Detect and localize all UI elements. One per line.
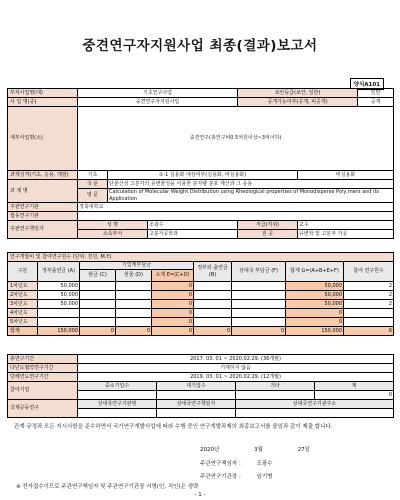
- budget-row-sub: 0: [152, 318, 194, 327]
- budget-sum-total: 150,000: [286, 327, 344, 336]
- intl-label: 국제공동연구: [8, 400, 78, 418]
- budget-row-cash: [80, 282, 116, 291]
- business-name-label: 부처사업명(대): [8, 89, 78, 98]
- form-table-top: [7, 88, 394, 239]
- budget-row-people: 2: [344, 300, 394, 309]
- participants-h2: 대기업수: [157, 382, 236, 391]
- disclosure-label: 공개가능여부(공개, 비공개): [238, 98, 358, 107]
- host-value: 경북대학교: [78, 203, 394, 212]
- budget-row-sub: 0: [152, 309, 194, 318]
- budget-row-local: [194, 291, 232, 300]
- participants-v2: [157, 391, 236, 400]
- form-number: 양식A101: [350, 78, 384, 90]
- current-label: 당해연도연구기간: [8, 373, 78, 382]
- budget-head-cash: 현금 (C): [80, 270, 116, 282]
- budget-row-cash: [80, 309, 116, 318]
- budget-row-inkind: [116, 318, 152, 327]
- budget-head-inkind: 현물 (D): [116, 270, 152, 282]
- budget-row-year: 3차년도: [8, 300, 38, 309]
- coop-label: 협동연구기관: [8, 212, 78, 221]
- budget-sum-people: 6: [344, 327, 394, 336]
- budget-head-people: 참여 연구원수: [344, 262, 394, 282]
- budget-row-year: 5차년도: [8, 318, 38, 327]
- field-label: 과제성격(기초, 응용, 개발): [8, 171, 78, 180]
- budget-row-other: [232, 300, 286, 309]
- pi-name: 조광수: [256, 461, 273, 467]
- date-day: 27일: [297, 447, 310, 453]
- researcher-major-label: 전 공: [238, 230, 298, 239]
- budget-row-total: 0: [286, 309, 344, 318]
- project-name-label: 사 업 명(중): [8, 98, 78, 107]
- budget-row-inkind: [116, 282, 152, 291]
- budget-sum-cash: 0: [80, 327, 116, 336]
- researcher-dept: 고분자공학과: [148, 230, 238, 239]
- budget-row-local: [194, 300, 232, 309]
- budget-row-other: [232, 318, 286, 327]
- budget-row-cash: [80, 291, 116, 300]
- detail-name-label: 세부사업명(소): [8, 107, 78, 171]
- budget-head-year: 구분: [8, 262, 38, 282]
- budget-row-total: 50,000: [286, 291, 344, 300]
- budget-row-cash: [80, 300, 116, 309]
- disclosure-value: 공개: [358, 98, 394, 107]
- budget-row-local: [194, 318, 232, 327]
- budget-row-other: [232, 291, 286, 300]
- field-check-label: ①-1 실용화 대상여부(실용화, 비실용화): [108, 171, 298, 180]
- intl-v3: [236, 409, 394, 418]
- researcher-title: 교수: [298, 221, 394, 230]
- budget-sum-sub: 0: [152, 327, 194, 336]
- current-value: 2019. 03. 01 ~ 2020.02.29. (12개월): [78, 373, 394, 382]
- budget-row-total: 50,000: [286, 282, 344, 291]
- budget-row-people: 2: [344, 282, 394, 291]
- budget-row-people: 2: [344, 291, 394, 300]
- org-signature: [200, 472, 273, 480]
- researcher-major: 유변학 및 고분자 가공: [298, 230, 394, 239]
- business-name-value: 기초연구사업: [78, 89, 238, 98]
- budget-row-inkind: [116, 300, 152, 309]
- budget-row-year: 1차년도: [8, 282, 38, 291]
- intl-v1: [78, 409, 157, 418]
- participants-h4: 계: [315, 382, 394, 391]
- date-month: 3월: [254, 447, 263, 453]
- topic-label: 과 제 명: [8, 180, 78, 203]
- intl-h3: 상대국연구기관주소: [236, 400, 394, 409]
- budget-row-people: [344, 309, 394, 318]
- budget-row-gov: 50,000: [38, 300, 80, 309]
- topic-kor-label: 국 문: [78, 180, 108, 189]
- budget-row-inkind: [116, 291, 152, 300]
- budget-row-sub: 0: [152, 300, 194, 309]
- budget-row-local: [194, 282, 232, 291]
- security-label: 보안등급(보안, 일반): [238, 89, 358, 98]
- project-name-value: 중견연구자지원사업: [78, 98, 238, 107]
- submission-date: [200, 445, 310, 453]
- budget-row-people: [344, 318, 394, 327]
- researcher-label: 주관연구책임자: [8, 221, 78, 239]
- budget-row-year: 4차년도: [8, 309, 38, 318]
- participants-label: 참여기업: [8, 382, 78, 400]
- budget-row-sub: 0: [152, 291, 194, 300]
- budget-row-gov: [38, 309, 80, 318]
- budget-row-other: [232, 309, 286, 318]
- host-label: 주관연구기관: [8, 203, 78, 212]
- budget-row-gov: 50,000: [38, 291, 80, 300]
- budget-head-local: 정부외 출연금 (B): [194, 262, 232, 282]
- multi-label: 다년도협약연구기간: [8, 364, 78, 373]
- budget-label: 연구개발비 및 참여연구원수 (단위: 천원, M.Y): [8, 253, 394, 262]
- participants-v4: 0: [315, 391, 394, 400]
- submission-statement: 관계 규정과 모든 지시사항을 준수하면서 국가연구개발사업에 따라 수행 중인 연구개발과제의 최종보고서를 붙임과 같이 제출 합니다.: [14, 424, 333, 430]
- org-label: 주관연구기관장 :: [200, 474, 241, 480]
- org-name: 임기병: [256, 474, 273, 480]
- pi-label: 주관연구책임자 :: [200, 461, 241, 467]
- topic-eng-label: 영 문: [78, 189, 108, 203]
- period-table: [7, 354, 394, 418]
- footnote: ※ 전자접수이므로 주관연구책임자 및 주관연구기관장 서명(인, 직인)은 생략: [16, 484, 199, 490]
- budget-row-other: [232, 282, 286, 291]
- budget-table: [7, 252, 394, 336]
- researcher-name-label: 성 명: [78, 221, 148, 230]
- field-check-value: 비실용화: [298, 171, 394, 180]
- participants-v3: [236, 391, 315, 400]
- participants-v1: [78, 391, 157, 400]
- budget-head-other: 상대국 부담금 (F): [232, 262, 286, 282]
- budget-sum-other: 0: [232, 327, 286, 336]
- intl-h1: 상대국연구기관명: [78, 400, 157, 409]
- budget-head-gov: 정부출연금 (A): [38, 262, 80, 282]
- budget-sum-local: 0: [194, 327, 232, 336]
- field-basic: 기초: [78, 171, 108, 180]
- participants-h1: 중소기업수: [78, 382, 157, 391]
- intl-v2: [157, 409, 236, 418]
- multi-value: 기재하지 않음: [78, 364, 394, 373]
- researcher-name: 조광수: [148, 221, 238, 230]
- budget-row-total: 50,000: [286, 300, 344, 309]
- budget-head-private: 기업체부담금: [80, 262, 194, 270]
- topic-eng: Calculation of Molecular Weight Distribution using Rheological properties of Monodisperse Poly,mers and its Application: [108, 189, 394, 203]
- topic-kor: 단분산성 고분자의 유변물성을 이용한 분자량 분포 계산과 그 응용: [108, 180, 394, 189]
- report-title: 중견연구자지원사업 최종(결과)보고서: [82, 38, 318, 54]
- intl-h2: 상대국연구책임자: [157, 400, 236, 409]
- coop-value: [78, 212, 394, 221]
- budget-head-sub: 소계 E=(C+D): [152, 270, 194, 282]
- participants-h3: 기타: [236, 382, 315, 391]
- security-value: 일반: [358, 89, 394, 98]
- budget-row-gov: [38, 318, 80, 327]
- budget-row-total: 0: [286, 318, 344, 327]
- budget-row-gov: 50,000: [38, 282, 80, 291]
- budget-sum-inkind: 0: [116, 327, 152, 336]
- budget-row-inkind: [116, 309, 152, 318]
- period-value: 2017. 03. 01 ~ 2020.02.29. (36개월): [78, 355, 394, 364]
- budget-row-local: [194, 309, 232, 318]
- researcher-title-label: 직급(직위): [238, 221, 298, 230]
- detail-name-value: 중견연구(총연구비0.5억원이상~3억이하): [78, 107, 394, 171]
- budget-row-sub: 0: [152, 282, 194, 291]
- date-year: 2020년: [200, 447, 220, 453]
- period-label: 총연구기간: [8, 355, 78, 364]
- budget-head-total: 합계 G=(A+B+E+F): [286, 262, 344, 282]
- researcher-dept-label: 소속부서: [78, 230, 148, 239]
- page-number: - 1 -: [194, 492, 206, 498]
- budget-row-year: 2차년도: [8, 291, 38, 300]
- budget-sum-gov: 150,000: [38, 327, 80, 336]
- pi-signature: [200, 459, 273, 467]
- budget-row-cash: [80, 318, 116, 327]
- budget-sum-year: 합계: [8, 327, 38, 336]
